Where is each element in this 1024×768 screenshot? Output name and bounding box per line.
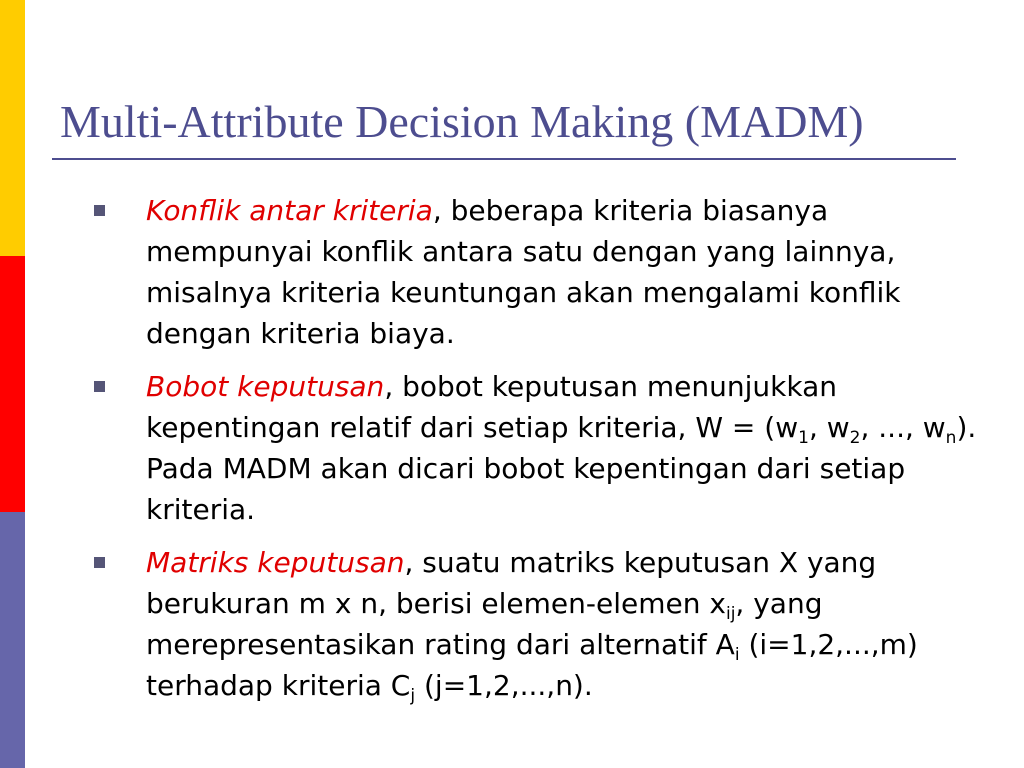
bullet-text: , beberapa kriteria biasanya mempunyai konflik antara satu dengan yang lainnya, misalnya kriteria keuntungan akan mengalami konflik dengan kriteria biaya. [146, 194, 901, 350]
square-bullet-icon [94, 557, 105, 568]
bullet-list [94, 190, 994, 718]
bullet-text: (i=1,2,...,m) terhadap kriteria C [146, 628, 918, 702]
bullet-item-bobot [94, 366, 994, 530]
bullet-term: Konflik antar kriteria [146, 194, 433, 227]
subscript: 2 [849, 428, 861, 448]
subscript: 1 [798, 428, 809, 448]
subscript: i [734, 645, 740, 665]
side-bar-red [0, 256, 25, 512]
square-bullet-icon [94, 205, 105, 216]
subscript: n [945, 428, 957, 448]
bullet-text: , ..., w [860, 411, 946, 444]
bullet-item-konflik [94, 190, 994, 354]
slide-title: Multi-Attribute Decision Making (MADM) [60, 96, 864, 147]
bullet-text: , yang merepresentasikan rating dari alternatif A [146, 587, 823, 661]
square-bullet-icon [94, 381, 105, 392]
subscript: j [410, 686, 416, 706]
side-bar-purple [0, 512, 25, 768]
side-bar-yellow [0, 0, 25, 256]
bullet-text: , bobot keputusan menunjukkan kepentingan relatif dari setiap kriteria, W = (w [146, 370, 837, 444]
bullet-text: ). Pada MADM akan dicari bobot kepentingan dari setiap kriteria. [146, 411, 977, 526]
bullet-item-matriks [94, 542, 994, 706]
bullet-term: Matriks keputusan [146, 546, 405, 579]
subscript: ij [725, 604, 736, 624]
title-underline [52, 158, 956, 160]
bullet-term: Bobot keputusan [146, 370, 385, 403]
bullet-text: , suatu matriks keputusan X yang berukuran m x n, berisi elemen-elemen x [146, 546, 877, 620]
bullet-text: , w [808, 411, 850, 444]
bullet-text: (j=1,2,...,n). [415, 669, 593, 702]
